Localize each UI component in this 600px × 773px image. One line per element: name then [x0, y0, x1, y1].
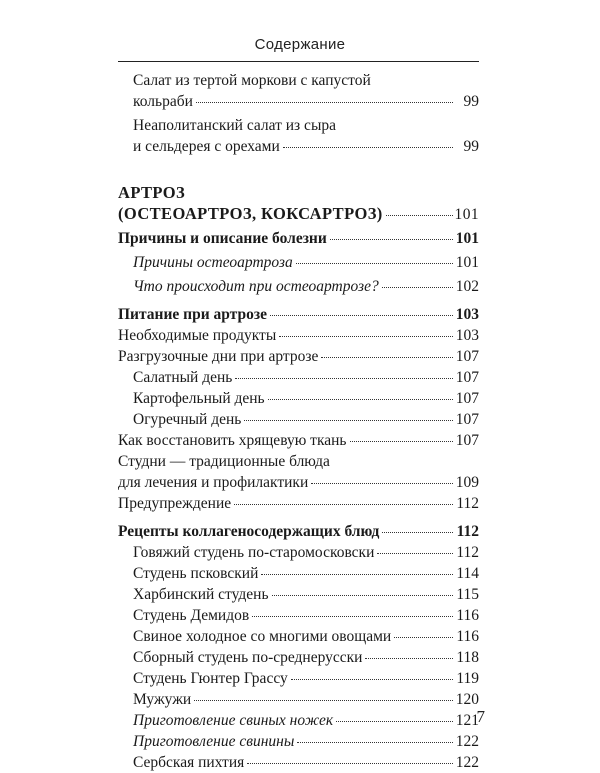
toc-entry[interactable]: [118, 388, 479, 409]
toc-page-number: 114: [456, 565, 479, 582]
toc-page-number: 121: [455, 712, 479, 729]
leader-dots: [365, 658, 453, 659]
toc-entry[interactable]: [118, 252, 479, 273]
toc-page-number: 99: [463, 93, 479, 110]
toc-entry[interactable]: [118, 276, 479, 297]
leader-dots: [291, 679, 453, 680]
toc-entry-title: Сборный студень по-среднерусски: [133, 649, 363, 666]
page-number: 7: [476, 707, 485, 726]
toc-entry[interactable]: [118, 430, 479, 451]
toc-entry-title: Что происходит при остеоартрозе?: [133, 278, 379, 295]
leader-dots: [272, 595, 453, 596]
leader-dots: [394, 637, 453, 638]
toc-entry-title-line: АРТРОЗ: [118, 183, 186, 202]
toc-entry[interactable]: [118, 605, 479, 626]
leader-dots: [261, 574, 453, 575]
toc-entry[interactable]: [118, 752, 479, 773]
leader-dots: [268, 399, 453, 400]
leader-dots: [382, 532, 453, 533]
toc-entry-title: Причины остеоартроза: [133, 254, 293, 271]
toc-page-number: 122: [455, 733, 479, 750]
leader-dots: [235, 378, 453, 379]
toc-entry[interactable]: [118, 451, 479, 493]
leader-dots: [350, 441, 454, 442]
header-rule: [118, 61, 479, 62]
leader-dots: [252, 616, 453, 617]
toc-entry[interactable]: [118, 731, 479, 752]
leader-dots: [283, 147, 453, 148]
toc-entry-title: кольраби: [133, 93, 193, 110]
toc-entry[interactable]: [118, 668, 479, 689]
toc-entry-title: Картофельный день: [133, 390, 265, 407]
toc-entry-title: Предупреждение: [118, 495, 232, 512]
toc-entry-title: Разгрузочные дни при артрозе: [118, 348, 319, 365]
leader-dots: [247, 763, 453, 764]
toc-entry[interactable]: [118, 115, 479, 157]
toc-page-number: 107: [455, 432, 479, 449]
toc-entry-title: и сельдерея с орехами: [133, 138, 280, 155]
toc-entry[interactable]: [118, 689, 479, 710]
toc-entry-title: Сербская пихтия: [133, 754, 245, 771]
toc-entry[interactable]: [118, 70, 479, 112]
toc-entry-title: Студень псковский: [133, 565, 259, 582]
toc-page-number: 107: [455, 411, 479, 428]
toc-page-number: 122: [455, 754, 479, 771]
toc-entry-title: Салатный день: [133, 369, 233, 386]
leader-dots: [330, 239, 453, 240]
toc-entry-title: Питание при артрозе: [118, 306, 267, 323]
leader-dots: [234, 504, 453, 505]
toc-entry-title: (ОСТЕОАРТРОЗ, КОКСАРТРОЗ): [118, 204, 383, 223]
toc-page-number: 116: [456, 607, 479, 624]
leader-dots: [196, 102, 453, 103]
toc-entry-title: Приготовление свинины: [133, 733, 295, 750]
toc-entry-title-line: Салат из тертой моркови с капустой: [133, 72, 371, 89]
toc-entry-title: Рецепты коллагеносодержащих блюд: [118, 523, 380, 540]
leader-dots: [297, 742, 453, 743]
toc-page-number: 115: [456, 586, 479, 603]
toc-entry[interactable]: [118, 346, 479, 367]
leader-dots: [386, 215, 453, 216]
toc-page-number: 101: [455, 230, 479, 247]
toc-entry-title: Огуречный день: [133, 411, 242, 428]
toc-page-number: 99: [463, 138, 479, 155]
toc-entry-title: Харбинский студень: [133, 586, 269, 603]
toc-entry[interactable]: [118, 325, 479, 346]
toc-page-number: 107: [455, 369, 479, 386]
table-of-contents: [118, 70, 479, 773]
toc-entry[interactable]: [118, 584, 479, 605]
toc-entry-title-line: Неаполитанский салат из сыра: [133, 117, 336, 134]
toc-entry-title: Студень Гюнтер Грассу: [133, 670, 288, 687]
toc-entry[interactable]: [118, 521, 479, 542]
leader-dots: [296, 263, 453, 264]
leader-dots: [336, 721, 453, 722]
toc-entry[interactable]: [118, 493, 479, 514]
toc-entry-title: Как восстановить хрящевую ткань: [118, 432, 347, 449]
toc-page-number: 107: [455, 348, 479, 365]
toc-page-number: 107: [455, 390, 479, 407]
leader-dots: [377, 553, 453, 554]
toc-entry-title: Необходимые продукты: [118, 327, 277, 344]
toc-page-number: 119: [456, 670, 479, 687]
toc-page-number: 118: [456, 649, 479, 666]
running-head-title: Содержание: [254, 36, 346, 53]
toc-entry[interactable]: [118, 626, 479, 647]
toc-entry-title: Студень Демидов: [133, 607, 250, 624]
toc-entry-title: Причины и описание болезни: [118, 230, 327, 247]
toc-entry[interactable]: [118, 304, 479, 325]
toc-page-number: 102: [455, 278, 479, 295]
toc-page-number: 101: [455, 254, 479, 271]
toc-entry[interactable]: [118, 542, 479, 563]
leader-dots: [194, 700, 453, 701]
leader-dots: [321, 357, 453, 358]
leader-dots: [382, 287, 453, 288]
toc-page-number: 116: [456, 628, 479, 645]
leader-dots: [270, 315, 453, 316]
toc-entry[interactable]: [118, 228, 479, 249]
toc-entry-title: Приготовление свиных ножек: [133, 712, 334, 729]
leader-dots: [244, 420, 453, 421]
toc-entry-title: для лечения и профилактики: [118, 474, 309, 491]
toc-chapter-heading[interactable]: [118, 182, 479, 225]
toc-entry-title: Свиное холодное со многими овощами: [133, 628, 392, 645]
toc-entry[interactable]: [118, 409, 479, 430]
toc-entry[interactable]: [118, 563, 479, 584]
toc-page-number: 101: [454, 206, 479, 223]
toc-entry[interactable]: [118, 367, 479, 388]
toc-entry[interactable]: [118, 647, 479, 668]
leader-dots: [279, 336, 453, 337]
toc-entry[interactable]: [118, 710, 479, 731]
toc-page-number: 112: [456, 523, 479, 540]
toc-page-number: 103: [455, 306, 479, 323]
toc-page-number: 120: [455, 691, 479, 708]
toc-entry-title: Говяжий студень по-старомосковски: [133, 544, 375, 561]
toc-page-number: 112: [456, 544, 479, 561]
leader-dots: [311, 483, 453, 484]
toc-page-number: 112: [456, 495, 479, 512]
toc-entry-title: Мужужи: [133, 691, 192, 708]
toc-page-number: 109: [455, 474, 479, 491]
toc-page-number: 103: [455, 327, 479, 344]
toc-entry-title-line: Студни — традиционные блюда: [118, 453, 330, 470]
